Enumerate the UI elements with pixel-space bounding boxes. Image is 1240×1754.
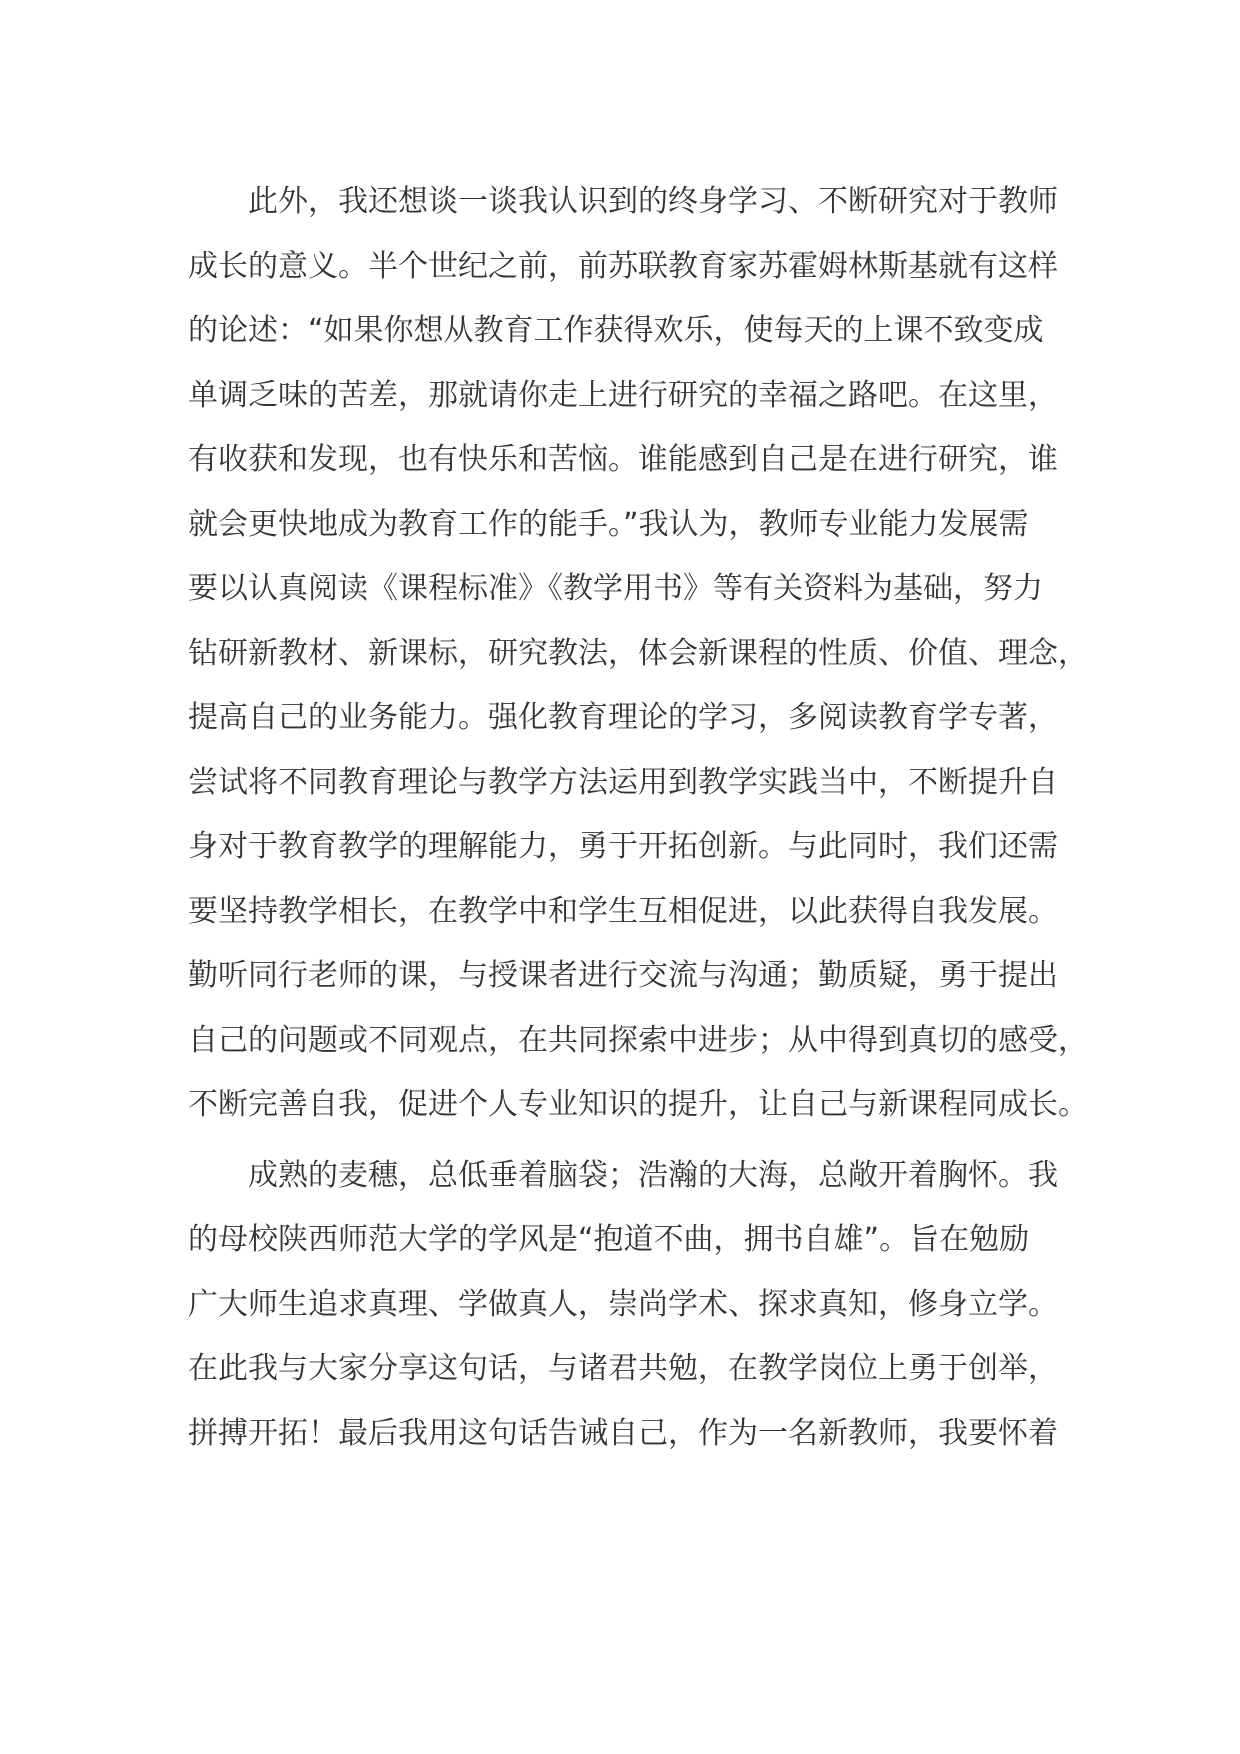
text-line: 单调乏味的苦差，那就请你走上进行研究的幸福之路吧。在这里， — [188, 377, 1058, 413]
text-line: 成熟的麦穗，总低垂着脑袋；浩瀚的大海，总敞开着胸怀。我 — [188, 1157, 1058, 1193]
text-line: 成长的意义。半个世纪之前，前苏联教育家苏霍姆林斯基就有这样 — [188, 248, 1058, 284]
text-line: 的论述：“如果你想从教育工作获得欢乐，使每天的上课不致变成 — [188, 313, 1044, 348]
paragraph-school-motto — [188, 1144, 1068, 1467]
text-line: 在此我与大家分享这句话，与诸君共勉，在教学岗位上勇于创举， — [188, 1351, 1058, 1386]
text-line: 要坚持教学相长，在教学中和学生互相促进，以此获得自我发展。 — [188, 893, 1058, 929]
text-line: 钻研新教材、新课标，研究教法，体会新课程的性质、价值、理念， — [188, 635, 1088, 671]
text-line: 此外，我还想谈一谈我认识到的终身学习、不断研究对于教师 — [188, 184, 1058, 219]
text-line: 尝试将不同教育理论与教学方法运用到教学实践当中，不断提升自 — [188, 764, 1058, 800]
text-line: 提高自己的业务能力。强化教育理论的学习，多阅读教育学专著， — [188, 700, 1058, 735]
document-body — [188, 170, 1088, 1466]
text-line: 身对于教育教学的理解能力，勇于开拓创新。与此同时，我们还需 — [188, 829, 1058, 864]
text-line: 有收获和发现，也有快乐和苦恼。谁能感到自己是在进行研究，谁 — [188, 442, 1058, 477]
text-line: 广大师生追求真理、学做真人，崇尚学术、探求真知，修身立学。 — [188, 1286, 1058, 1322]
text-line: 就会更快地成为教育工作的能手。”我认为，教师专业能力发展需 — [188, 506, 1029, 542]
paragraph-lifelong-learning — [188, 170, 1088, 1138]
text-line: 自己的问题或不同观点，在共同探索中进步；从中得到真切的感受， — [188, 1022, 1088, 1058]
text-line: 不断完善自我，促进个人专业知识的提升，让自己与新课程同成长。 — [188, 1087, 1088, 1122]
text-line: 拼搏开拓！最后我用这句话告诫自己，作为一名新教师，我要怀着 — [188, 1415, 1058, 1451]
text-line: 要以认真阅读《课程标准》《教学用书》等有关资料为基础，努力 — [188, 571, 1043, 606]
text-line: 勤听同行老师的课，与授课者进行交流与沟通；勤质疑，勇于提出 — [188, 958, 1058, 993]
text-line: 的母校陕西师范大学的学风是“抱道不曲，拥书自雄”。旨在勉励 — [188, 1222, 1030, 1257]
